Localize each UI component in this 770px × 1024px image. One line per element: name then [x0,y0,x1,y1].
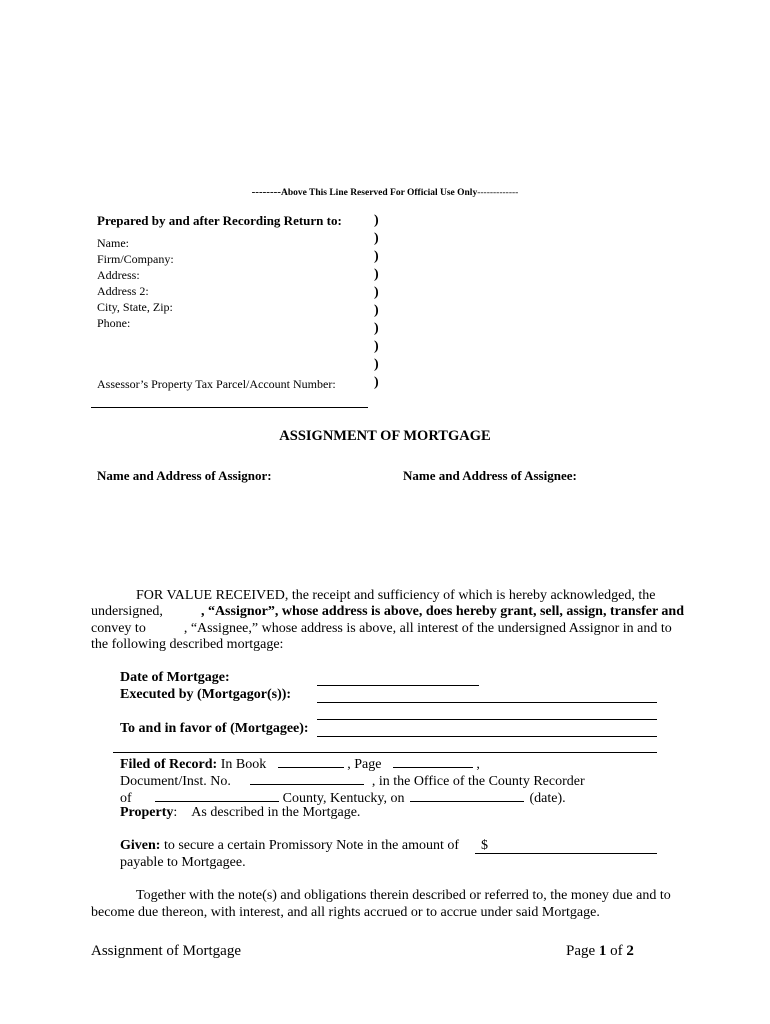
mortgagee-line-2[interactable] [113,752,657,753]
bracket-paren: ) [374,321,379,336]
date-of-mortgage-label: Date of Mortgage: [120,670,230,685]
bracket-paren: ) [374,357,379,372]
page-field[interactable] [393,755,473,768]
mortgagor-line-2[interactable] [317,719,657,720]
bracket-paren: ) [374,375,379,390]
bracket-paren: ) [374,339,379,354]
bracket-paren: ) [374,231,379,246]
mortgagor-line[interactable] [317,702,657,703]
document-number-line: Document/Inst. No. , in the Office of the County Recorder [120,774,585,789]
paragraph-value-received-line3: convey to , “Assignee,” whose address is above, all interest of the undersigned Assignor in and to [91,621,672,636]
paragraph-together-line1: Together with the note(s) and obligations therein described or referred to, the money due and to [136,888,671,903]
paragraph-value-received-line2: undersigned, , “Assignor”, whose address is above, does hereby grant, sell, assign, transfer and [91,604,684,619]
given-line: Given: to secure a certain Promissory Note in the amount of [120,838,460,853]
reserved-line: --------Above This Line Reserved For Official Use Only------------- [251,186,519,198]
bracket-paren: ) [374,285,379,300]
bracket-paren: ) [374,249,379,264]
field-address-label: Address: [97,268,140,282]
field-address2-label: Address 2: [97,284,149,298]
prepared-by-title: Prepared by and after Recording Return to: [97,213,342,228]
document-number-field[interactable] [250,772,364,785]
footer-title: Assignment of Mortgage [91,943,241,959]
mortgagee-line[interactable] [317,736,657,737]
paragraph-value-received-line4: the following described mortgage: [91,637,284,652]
executed-by-label: Executed by (Mortgagor(s)): [120,687,292,702]
bracket-paren: ) [374,213,379,228]
paragraph-together-line2: become due thereon, with interest, and all rights accrued or to accrue under said Mortgage. [91,905,600,920]
filed-of-record-line: Filed of Record: In Book , Page , [120,757,480,772]
amount-field[interactable] [475,853,657,854]
recording-date-field[interactable] [410,789,524,802]
county-line: of County, Kentucky, on (date). [120,791,566,806]
bracket-paren: ) [374,267,379,282]
property-line: Property: As described in the Mortgage. [120,805,361,820]
payable-line: payable to Mortgagee. [120,855,246,870]
paragraph-value-received-line1: FOR VALUE RECEIVED, the receipt and sufficiency of which is hereby acknowledged, the [136,588,656,603]
bracket-paren: ) [374,303,379,318]
field-firm-label: Firm/Company: [97,252,174,266]
prepared-block-divider [91,407,368,408]
mortgagee-label: To and in favor of (Mortgagee): [120,721,309,736]
field-phone-label: Phone: [97,316,131,330]
page-indicator: Page 1 of 2 [566,943,634,959]
parcel-number-label: Assessor’s Property Tax Parcel/Account Number: [97,377,336,391]
field-name-label: Name: [97,236,129,250]
book-field[interactable] [278,755,344,768]
date-of-mortgage-line[interactable] [317,685,479,686]
field-city-state-zip-label: City, State, Zip: [97,300,173,314]
document-title: ASSIGNMENT OF MORTGAGE [279,428,491,444]
county-field[interactable] [155,789,279,802]
assignee-label: Name and Address of Assignee: [403,468,577,483]
assignor-label: Name and Address of Assignor: [97,468,272,483]
dollar-sign: $ [481,838,488,853]
